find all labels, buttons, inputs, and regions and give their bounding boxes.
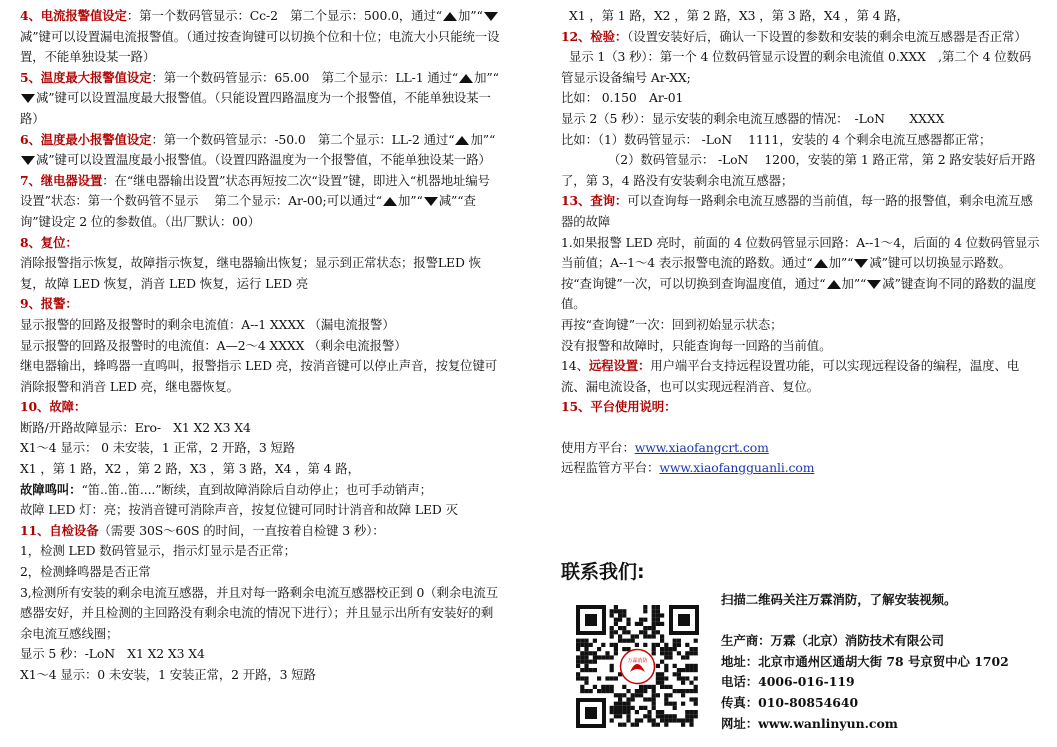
triangle-up-icon xyxy=(814,259,828,268)
section-12-line-2: 比如： 0.150 Ar-01 xyxy=(561,90,684,106)
section-5 xyxy=(20,68,502,130)
section-6-text-3: 减”键可以设置温度最小报警值。（设置四路温度为一个报警值，不能单独设某一路） xyxy=(36,152,491,168)
triangle-down-icon xyxy=(21,94,35,103)
triangle-down-icon xyxy=(854,259,868,268)
section-6 xyxy=(20,130,502,171)
triangle-up-icon xyxy=(827,280,841,289)
section-14-title: 远程设置： xyxy=(588,358,651,374)
section-10-beep-title: 故障鸣叫： xyxy=(20,481,82,497)
section-10-line-3: X1 ，第 1 路，X2 ，第 2 路，X3 ，第 3 路，X4 ，第 4 路， xyxy=(20,461,360,477)
section-7-text-2: 加”“ xyxy=(397,193,423,209)
triangle-up-icon xyxy=(443,12,457,21)
section-13-line-2c: 减”键查询不同的路数的温度值。 xyxy=(561,275,1037,312)
section-5-text-1: ：第一个数码管显示：65.00 第二个显示：LL-1 通过“ xyxy=(151,69,459,85)
section-12-title: 12、检验： xyxy=(561,28,628,44)
section-13-line-2 xyxy=(561,274,1041,315)
contact-title: 联系我们: xyxy=(561,561,645,583)
section-10-line-1: 断路/开路故障显示：Ero- X1 X2 X3 X4 xyxy=(20,419,251,435)
section-11-line-5: X1～4 显示：0 未安装，1 安装正常，2 开路，3 短路 xyxy=(20,667,316,682)
manufacturer: 生产商：万霖（北京）消防技术有限公司 xyxy=(721,632,945,648)
section-12-line-5: （2）数码管显示： -LoN 1200，安装的第 1 路正常，第 2 路安装好后开路了，第 3，4 路没有安装剩余电流互感器； xyxy=(561,152,1036,188)
platform-user-link[interactable]: www.xiaofangcrt.com xyxy=(634,439,769,455)
section-13-line-1 xyxy=(561,233,1041,274)
section-4-text-3: 减”键可以设置漏电流报警值。（通过按查询键可以切换个位和十位；电流大小只能统一设置，不能单独设某一路） xyxy=(20,28,500,65)
triangle-up-icon xyxy=(383,197,397,206)
section-11-title: 11、自检设备 xyxy=(20,522,99,538)
section-6-text-1: ：第一个数码管显示：-50.0 第二个显示：LL-2 通过“ xyxy=(151,131,455,147)
section-13-line-2a: 按“查询键”一次，可以切换到查询温度值，通过“ xyxy=(561,275,826,291)
section-13-header xyxy=(561,191,1041,232)
right-line-0: X1 ，第 1 路，X2 ，第 2 路，X3 ，第 3 路，X4 ，第 4 路， xyxy=(569,8,909,23)
section-8-text: 消除报警指示恢复，故障指示恢复，继电器输出恢复；显示到正常状态；报警LED 恢复，故障 LED 恢复，消音 LED 恢复，运行 LED 亮 xyxy=(20,255,481,291)
section-5-text-2: 加”“ xyxy=(474,69,499,85)
section-11-line-2: 2，检测蜂鸣器是否正常 xyxy=(20,564,151,580)
section-13-line-2b: 加”“ xyxy=(841,275,867,291)
spacer xyxy=(561,418,1041,438)
section-13-line-3: 再按“查询键”一次：回到初始显示状态； xyxy=(561,316,783,332)
address: 地址：北京市通州区通胡大街 78 号京贸中心 1702 xyxy=(721,653,1009,669)
platform-user-label: 使用方平台： xyxy=(561,439,635,455)
platform-user xyxy=(561,438,1041,459)
section-15-title: 15、平台使用说明： xyxy=(561,399,677,415)
section-4-text-2: 加”“ xyxy=(457,8,483,23)
section-12-text: （设置安装好后，确认一下设置的参数和安装的剩余电流互感器是否正常） xyxy=(627,28,1027,44)
section-10-line-5: 故障 LED 灯：亮；按消音键可消除声音，按复位键可同时计消音和故障 LED 灭 xyxy=(20,502,458,518)
section-7-text-1: ：在“继电器输出设置”状态再短按二次“设置”键，即进入“机器地址编号设置”状态：第一个数码管不显示 第二个显示：Ar-00;可以通过“ xyxy=(20,172,490,209)
section-11-text: （需要 30S～60S 的时间，一直按着自检键 3 秒）： xyxy=(98,522,385,538)
section-5-text-3: 减”键可以设置温度最大报警值。（只能设置四路温度为一个报警值，不能单独设某一路） xyxy=(20,90,491,126)
section-10-beep xyxy=(20,480,502,501)
platform-monitor-label: 远程监管方平台： xyxy=(561,460,660,476)
section-9-line-1: 显示报警的回路及报警时的剩余电流值：A--1 XXXX （漏电流报警） xyxy=(20,316,395,332)
section-5-title: 5、温度最大报警值设定 xyxy=(20,69,152,85)
section-9-line-2: 显示报警的回路及报警时的电流值：A—2～4 XXXX （剩余电流报警） xyxy=(20,337,407,353)
triangle-down-icon xyxy=(867,280,881,289)
triangle-up-icon xyxy=(455,136,469,145)
triangle-down-icon xyxy=(424,197,438,206)
section-4-text-1: ：第一个数码管显示：Cc-2 第二个显示：500.0，通过“ xyxy=(126,8,442,23)
scan-note: 扫描二维码关注万霖消防，了解安装视频。 xyxy=(721,592,957,607)
phone: 电话：4006-016-119 xyxy=(721,674,855,690)
triangle-up-icon xyxy=(459,74,473,83)
platform-monitor-link[interactable]: www.xiaofangguanli.com xyxy=(659,460,815,476)
section-12-line-3: 显示 2（5 秒）：显示安装的剩余电流互感器的情况： -LoN XXXX xyxy=(561,110,945,126)
section-4 xyxy=(20,6,502,68)
section-13-line-1b: 加”“ xyxy=(828,255,854,271)
section-8-title: 8、复位： xyxy=(20,234,78,250)
section-7-text-3: 减”“查询”键设定 2 位的参数值。（出厂默认：00） xyxy=(20,193,476,229)
section-13-title: 13、查询： xyxy=(561,193,628,209)
triangle-down-icon xyxy=(21,156,35,165)
section-13-line-4: 没有报警和故障时，只能查询每一回路的当前值。 xyxy=(561,337,832,353)
section-10-title: 10、故障： xyxy=(20,399,87,415)
section-10-line-2: X1～4 显示： 0 未安装，1 正常，2 开路，3 短路 xyxy=(20,440,296,456)
section-9-line-3: 继电器输出，蜂鸣器一直鸣叫，报警指示 LED 亮，按消音键可以停止声音，按复位键可消除报警和消音 LED 亮，继电器恢复。 xyxy=(20,358,498,394)
section-12-line-1: 显示 1（3 秒）：第一个 4 位数码管显示设置的剩余电流值 0.XXX ,第二个 4 位数码管显示设备编号 Ar-XX; xyxy=(561,49,1032,85)
section-14-text: 用户端平台支持远程设置功能，可以实现远程设备的编程，温度、电流、漏电流设备，也可以实现远程消音、复位。 xyxy=(561,358,1020,394)
section-13-text: 可以查询每一路剩余电流互感器的当前值，每一路的报警值，剩余电流互感器的故障 xyxy=(561,193,1033,229)
section-14 xyxy=(561,356,1041,397)
platform-monitor xyxy=(561,458,1041,479)
section-13-line-1c: 减”键可以切换显示路数。 xyxy=(869,255,1011,271)
website: 网址：www.wanlinyun.com xyxy=(721,715,898,731)
section-6-title: 6、温度最小报警值设定 xyxy=(20,131,152,147)
section-11-header xyxy=(20,521,502,542)
svg-text:万霖消防: 万霖消防 xyxy=(627,658,648,664)
section-6-text-2: 加”“ xyxy=(470,131,496,147)
fax: 传真：010-80854640 xyxy=(721,695,859,711)
qr-code-icon xyxy=(575,604,700,729)
right-column xyxy=(561,6,1041,479)
left-column xyxy=(20,6,502,686)
section-11-line-3: 3,检测所有安装的剩余电流互感器，并且对每一路剩余电流互感器校正到 0（剩余电流互感器安好，并且检测的主回路没有剩余电流的情况下进行）；并且显示出所有安装好的剩余电流互感线圈； xyxy=(20,584,498,641)
section-10-beep-text: “笛..笛..笛....”断续，直到故障消除后自动停止；也可手动销声； xyxy=(81,481,432,497)
section-7-title: 7、继电器设置 xyxy=(20,172,103,188)
triangle-down-icon xyxy=(484,12,498,21)
section-7 xyxy=(20,171,502,233)
section-9-title: 9、报警： xyxy=(20,296,78,312)
section-4-title: 4、电流报警值设定 xyxy=(20,8,127,23)
section-12-header xyxy=(561,27,1041,48)
section-11-line-1: 1，检测 LED 数码管显示，指示灯显示是否正常； xyxy=(20,543,296,559)
section-11-line-4: 显示 5 秒：-LoN X1 X2 X3 X4 xyxy=(20,646,205,662)
section-12-line-4: 比如：（1）数码管显示： -LoN 1111，安装的 4 个剩余电流互感器都正常； xyxy=(561,131,992,147)
contact-info xyxy=(721,590,1009,735)
section-13-line-1a: 1.如果报警 LED 亮时，前面的 4 位数码管显示回路：A--1～4，后面的 4 位数码管显示当前值；A--1～4 表示报警电流的路数。通过“ xyxy=(561,234,1040,271)
section-14-prefix: 14、 xyxy=(561,358,589,374)
